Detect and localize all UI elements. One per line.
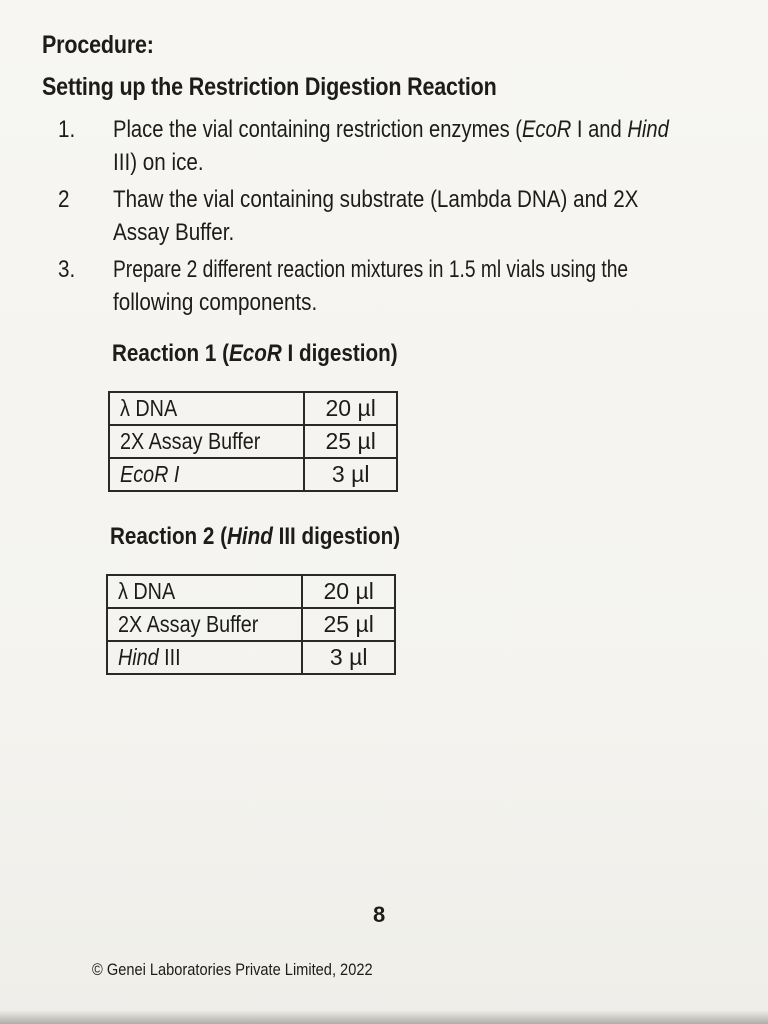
procedure-heading: Procedure: bbox=[42, 31, 154, 59]
step-text-line: III) on ice. bbox=[113, 149, 204, 176]
component-cell: λ DNA bbox=[107, 575, 302, 608]
page-edge-shadow bbox=[0, 1010, 768, 1024]
step-number: 1. bbox=[58, 116, 76, 143]
component-cell: 2X Assay Buffer bbox=[107, 608, 302, 641]
amount-cell: 3 µl bbox=[302, 641, 395, 674]
component-cell: EcoR I bbox=[109, 458, 304, 491]
amount-cell: 20 µl bbox=[302, 575, 395, 608]
step-text-line: Place the vial containing restriction enzymes (EcoR I and Hind bbox=[113, 116, 669, 143]
step-text-line: Prepare 2 different reaction mixtures in 1.5 ml vials using the bbox=[113, 256, 629, 283]
footer-copyright: © Genei Laboratories Private Limited, 2022 bbox=[92, 960, 373, 979]
amount-cell: 25 µl bbox=[304, 425, 397, 458]
step-number: 2 bbox=[58, 186, 70, 213]
amount-cell: 20 µl bbox=[304, 392, 397, 425]
component-cell: λ DNA bbox=[109, 392, 304, 425]
reaction-2-title: Reaction 2 (Hind III digestion) bbox=[110, 523, 401, 550]
table-row bbox=[109, 458, 397, 491]
table-row bbox=[107, 575, 395, 608]
reaction-2-table bbox=[106, 574, 396, 675]
component-cell: 2X Assay Buffer bbox=[109, 425, 304, 458]
table-row bbox=[109, 392, 397, 425]
table-row bbox=[107, 608, 395, 641]
amount-cell: 3 µl bbox=[304, 458, 397, 491]
reaction-1-table bbox=[108, 391, 398, 492]
step-text-line: following components. bbox=[113, 289, 318, 316]
step-text-line: Thaw the vial containing substrate (Lambda DNA) and 2X bbox=[113, 186, 639, 213]
table-row bbox=[107, 641, 395, 674]
reaction-1-title: Reaction 1 (EcoR I digestion) bbox=[112, 340, 398, 367]
component-cell: Hind III bbox=[107, 641, 302, 674]
table-row bbox=[109, 425, 397, 458]
step-number: 3. bbox=[58, 256, 76, 283]
page-number: 8 bbox=[373, 902, 386, 927]
section-heading: Setting up the Restriction Digestion Reaction bbox=[42, 73, 497, 101]
amount-cell: 25 µl bbox=[302, 608, 395, 641]
step-text-line: Assay Buffer. bbox=[113, 219, 235, 246]
